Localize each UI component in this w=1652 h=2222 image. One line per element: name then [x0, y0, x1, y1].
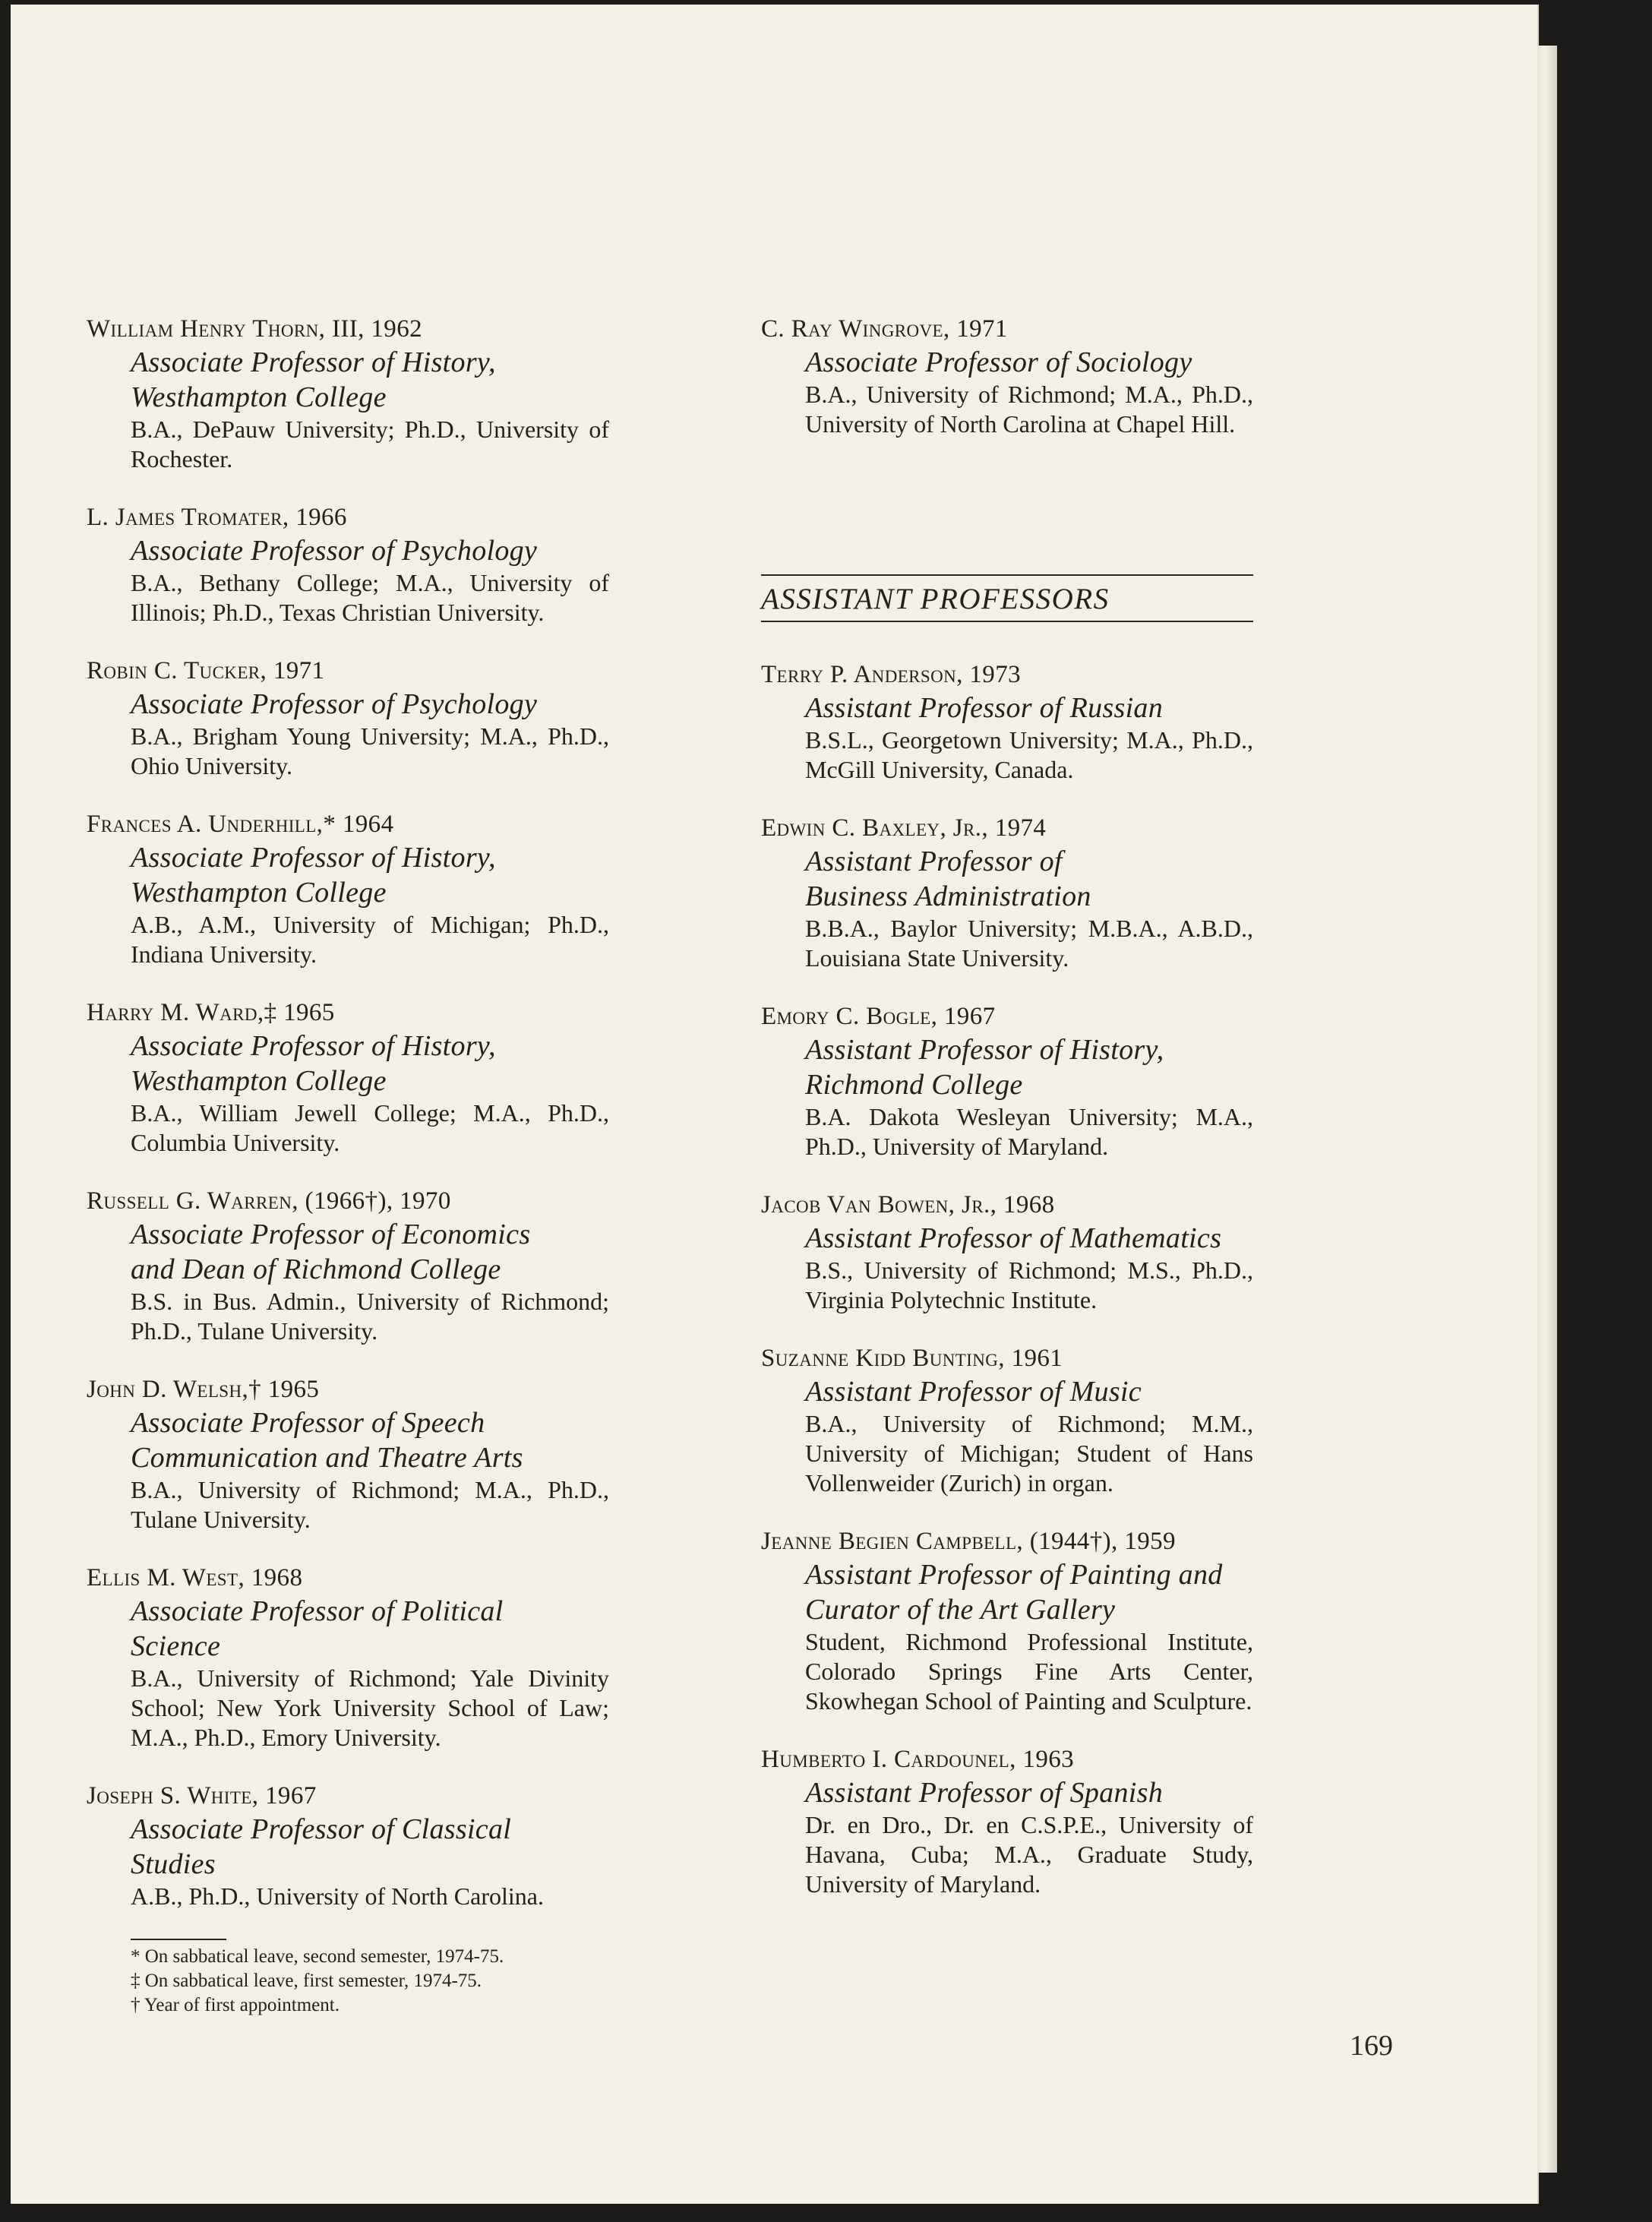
- faculty-degrees: Dr. en Dro., Dr. en C.S.P.E., University of Havana, Cuba; M.A., Graduate Study, University of Maryland.: [805, 1811, 1253, 1898]
- faculty-name-line: [761, 812, 1253, 844]
- faculty-title-line: Associate Professor of History,: [131, 346, 496, 378]
- faculty-name-line: [87, 1780, 609, 1812]
- faculty-name: Humberto I. Cardounel: [761, 1746, 1010, 1773]
- faculty-name-line: [761, 1525, 1253, 1557]
- faculty-name-line: [87, 1562, 609, 1594]
- faculty-entry: [761, 812, 1253, 973]
- page-edge: [1537, 46, 1557, 2173]
- faculty-entry: [87, 997, 609, 1158]
- faculty-title-line: Curator of the Art Gallery: [805, 1594, 1116, 1626]
- faculty-title-line: Assistant Professor of: [805, 845, 1063, 877]
- faculty-title-line: Assistant Professor of Mathematics: [805, 1222, 1222, 1254]
- faculty-title-line: Associate Professor of Psychology: [131, 688, 538, 720]
- section-heading: ASSISTANT PROFESSORS: [761, 574, 1253, 622]
- appointment-year: , 1968: [990, 1191, 1055, 1218]
- faculty-name-line: [87, 501, 609, 533]
- faculty-name: John D. Welsh: [87, 1376, 242, 1403]
- faculty-title-line: Westhampton College: [131, 1065, 387, 1097]
- appointment-year: , 1973: [956, 661, 1022, 688]
- faculty-degrees: A.B., A.M., University of Michigan; Ph.D., Indiana University.: [131, 911, 609, 968]
- faculty-name: Edwin C. Baxley, Jr.: [761, 814, 982, 842]
- faculty-title-line: and Dean of Richmond College: [131, 1253, 501, 1285]
- faculty-degrees: B.S., University of Richmond; M.S., Ph.D., Virginia Polytechnic Institute.: [805, 1256, 1253, 1313]
- footnote: † Year of first appointment.: [131, 1995, 340, 2015]
- appointment-year: , (1944†), 1959: [1016, 1528, 1176, 1555]
- faculty-name: Ellis M. West: [87, 1564, 238, 1591]
- faculty-title-line: Assistant Professor of Russian: [805, 692, 1164, 724]
- faculty-entry: [761, 1189, 1253, 1315]
- faculty-entry: [761, 1743, 1253, 1899]
- appointment-year: , (1966†), 1970: [292, 1187, 451, 1215]
- faculty-degrees: B.A., DePauw University; Ph.D., University of Rochester.: [131, 416, 609, 473]
- faculty-name-line: [87, 1185, 609, 1217]
- faculty-name-line: [761, 659, 1253, 691]
- appointment-year: , 1963: [1009, 1746, 1075, 1773]
- faculty-title-line: Associate Professor of Classical: [131, 1813, 512, 1845]
- faculty-name: Suzanne Kidd Bunting: [761, 1345, 999, 1372]
- faculty-title-line: Westhampton College: [131, 877, 387, 909]
- faculty-degrees: B.A., Brigham Young University; M.A., Ph.D., Ohio University.: [131, 722, 609, 779]
- faculty-name: Jeanne Begien Campbell: [761, 1528, 1017, 1555]
- faculty-entry: [87, 1562, 609, 1753]
- faculty-entry: [761, 313, 1253, 439]
- faculty-title-line: Associate Professor of History,: [131, 842, 496, 874]
- faculty-entry: [761, 1525, 1253, 1716]
- faculty-title-line: Associate Professor of Speech: [131, 1407, 485, 1439]
- footnote: ‡ On sabbatical leave, first semester, 1974-75.: [131, 1971, 482, 1991]
- faculty-degrees: B.A., Bethany College; M.A., University of Illinois; Ph.D., Texas Christian University.: [131, 569, 609, 626]
- faculty-degrees: B.A., University of Richmond; M.A., Ph.D., Tulane University.: [131, 1476, 609, 1533]
- faculty-name-line: [761, 1342, 1253, 1374]
- page-number: 169: [1350, 2030, 1393, 2062]
- faculty-name-line: [87, 1373, 609, 1405]
- appointment-year: ,‡ 1965: [257, 999, 335, 1026]
- appointment-year: , 1967: [251, 1782, 317, 1810]
- faculty-title-line: Associate Professor of Psychology: [131, 535, 538, 567]
- faculty-name-line: [761, 1743, 1253, 1775]
- faculty-name-line: [87, 808, 609, 840]
- faculty-entry: [87, 501, 609, 627]
- faculty-title-line: Associate Professor of Economics: [131, 1218, 531, 1250]
- faculty-title-line: Science: [131, 1630, 221, 1662]
- footnotes: [87, 1945, 609, 2018]
- faculty-title-line: Communication and Theatre Arts: [131, 1442, 523, 1474]
- faculty-name-line: [761, 313, 1253, 345]
- faculty-title-line: Westhampton College: [131, 381, 387, 413]
- right-entry-list: [761, 659, 1253, 1899]
- faculty-title-line: Associate Professor of History,: [131, 1030, 496, 1062]
- faculty-title-line: Associate Professor of Political: [131, 1595, 504, 1627]
- faculty-degrees: B.A. Dakota Wesleyan University; M.A., Ph.D., University of Maryland.: [805, 1103, 1253, 1160]
- faculty-name: Terry P. Anderson: [761, 661, 957, 688]
- faculty-degrees: B.S. in Bus. Admin., University of Richmond; Ph.D., Tulane University.: [131, 1288, 609, 1345]
- appointment-year: ,† 1965: [242, 1376, 320, 1403]
- faculty-name-line: [761, 1189, 1253, 1221]
- faculty-entry: [87, 1780, 609, 1911]
- faculty-title-line: Richmond College: [805, 1069, 1023, 1101]
- faculty-name-line: [87, 313, 609, 345]
- faculty-entry: [87, 655, 609, 781]
- faculty-entry: [761, 1000, 1253, 1162]
- faculty-name: C. Ray Wingrove: [761, 315, 943, 343]
- left-column: [87, 313, 609, 2018]
- faculty-degrees: B.A., University of Richmond; Yale Divinity School; New York University School of Law; M.A., Ph.D., Emory University.: [131, 1664, 609, 1751]
- faculty-name: Joseph S. White: [87, 1782, 252, 1810]
- faculty-title-line: Assistant Professor of Painting and: [805, 1559, 1223, 1591]
- faculty-name-line: [87, 997, 609, 1029]
- footnote-rule: [131, 1939, 226, 1940]
- faculty-title-line: Studies: [131, 1848, 216, 1880]
- faculty-degrees: B.B.A., Baylor University; M.B.A., A.B.D., Louisiana State University.: [805, 915, 1253, 972]
- faculty-title-line: Assistant Professor of Spanish: [805, 1777, 1164, 1809]
- left-entry-list: [87, 313, 609, 1911]
- appointment-year: , 1961: [998, 1345, 1063, 1372]
- faculty-degrees: Student, Richmond Professional Institute, Colorado Springs Fine Arts Center, Skowhegan School of Painting and Sculpture.: [805, 1628, 1253, 1715]
- faculty-name: L. James Tromater: [87, 504, 283, 531]
- right-top-entry: [761, 313, 1253, 439]
- right-column: [761, 313, 1253, 1926]
- faculty-name: Harry M. Ward: [87, 999, 257, 1026]
- faculty-entry: [87, 1185, 609, 1346]
- appointment-year: , 1967: [930, 1003, 996, 1030]
- faculty-name-line: [87, 655, 609, 687]
- faculty-degrees: B.A., University of Richmond; M.A., Ph.D., University of North Carolina at Chapel Hill.: [805, 381, 1253, 438]
- faculty-name: Robin C. Tucker: [87, 657, 261, 684]
- faculty-title-line: Assistant Professor of Music: [805, 1376, 1142, 1408]
- faculty-degrees: B.A., William Jewell College; M.A., Ph.D., Columbia University.: [131, 1099, 609, 1156]
- faculty-name: William Henry Thorn: [87, 315, 319, 343]
- appointment-year: , III, 1962: [318, 315, 423, 343]
- faculty-title-line: Business Administration: [805, 880, 1091, 912]
- appointment-year: , 1974: [981, 814, 1047, 842]
- appointment-year: , 1968: [238, 1564, 303, 1591]
- faculty-name: Russell G. Warren: [87, 1187, 292, 1215]
- faculty-name: Frances A. Underhill: [87, 811, 317, 838]
- appointment-year: , 1971: [260, 657, 325, 684]
- faculty-degrees: B.S.L., Georgetown University; M.A., Ph.D., McGill University, Canada.: [805, 726, 1253, 783]
- faculty-name-line: [761, 1000, 1253, 1032]
- faculty-entry: [761, 1342, 1253, 1498]
- appointment-year: , 1971: [943, 315, 1008, 343]
- faculty-title-line: Assistant Professor of History,: [805, 1034, 1164, 1066]
- faculty-entry: [761, 659, 1253, 785]
- faculty-title-line: Associate Professor of Sociology: [805, 346, 1192, 378]
- faculty-degrees: B.A., University of Richmond; M.M., University of Michigan; Student of Hans Vollenweider (Zurich) in organ.: [805, 1410, 1253, 1497]
- faculty-entry: [87, 1373, 609, 1535]
- appointment-year: , 1966: [282, 504, 347, 531]
- footnote: * On sabbatical leave, second semester, 1974-75.: [131, 1946, 504, 1967]
- faculty-entry: [87, 808, 609, 969]
- faculty-entry: [87, 313, 609, 474]
- faculty-name: Jacob Van Bowen, Jr.: [761, 1191, 990, 1218]
- faculty-name: Emory C. Bogle: [761, 1003, 931, 1030]
- appointment-year: ,* 1964: [316, 811, 394, 838]
- faculty-degrees: A.B., Ph.D., University of North Carolina.: [131, 1882, 544, 1910]
